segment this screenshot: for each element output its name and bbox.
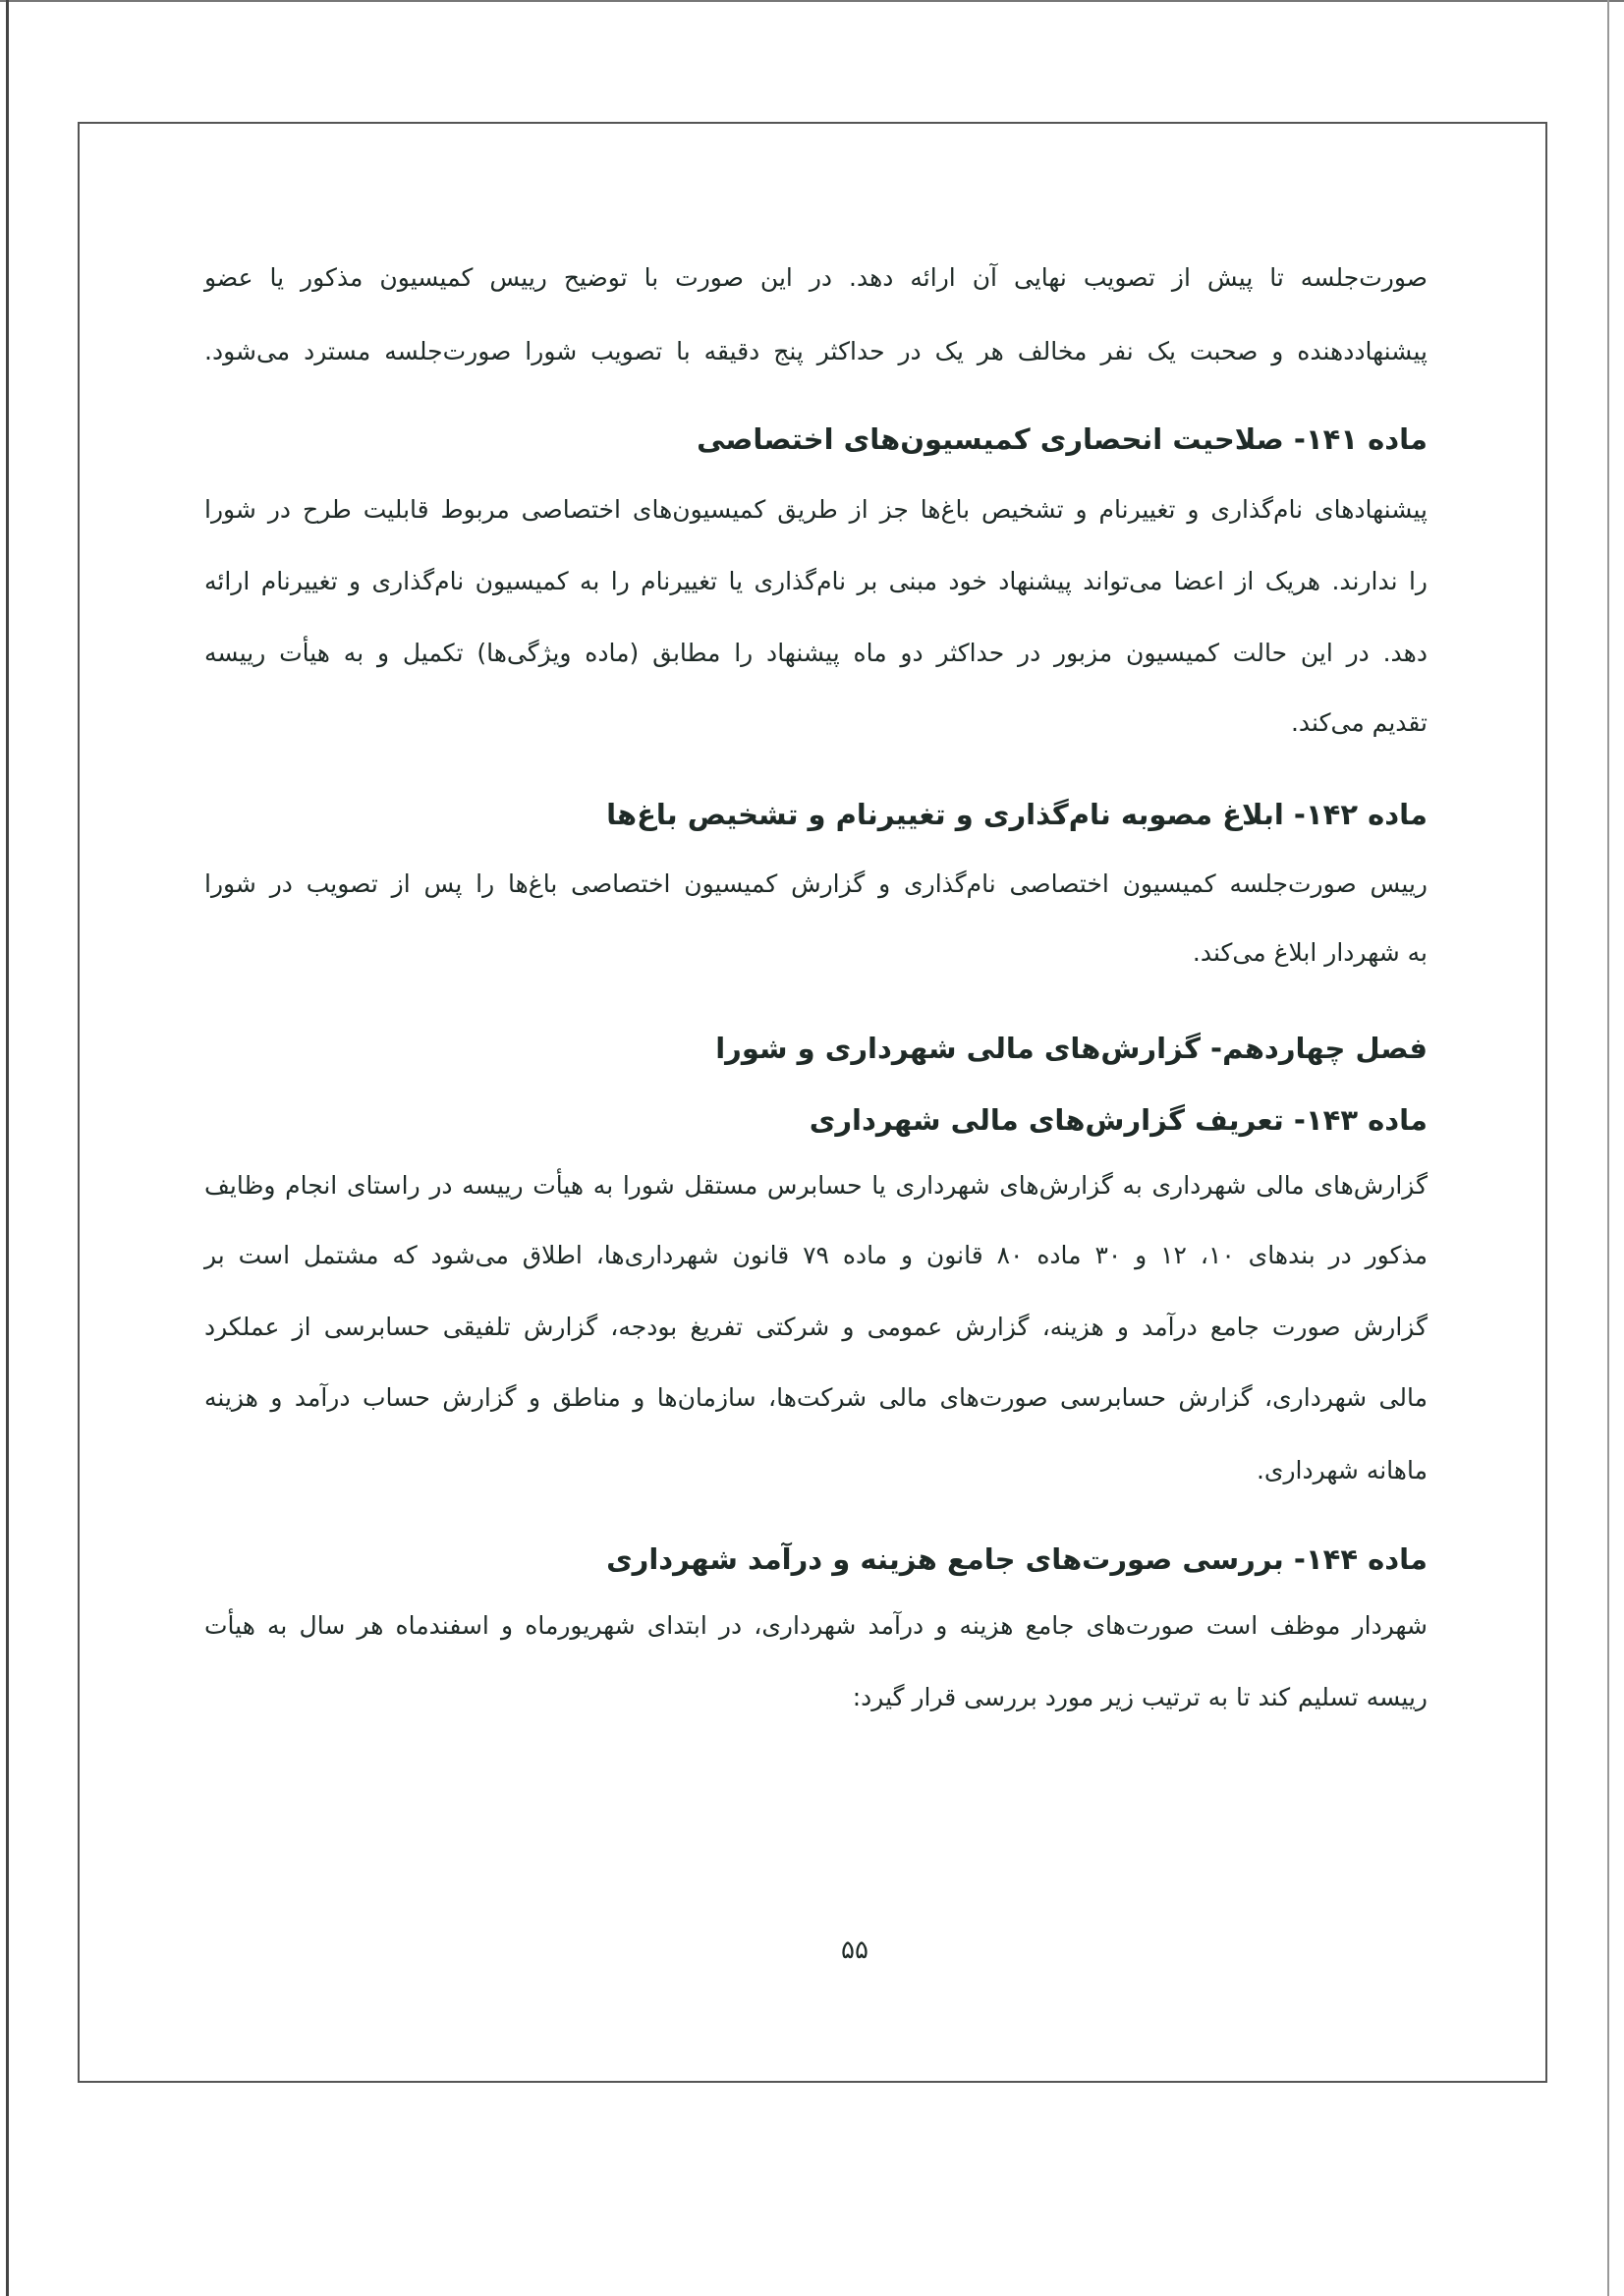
article-141-heading: ماده ۱۴۱- صلاحیت انحصاری کمیسیون‌های اختصاصی xyxy=(697,422,1428,456)
paragraph-line: را ندارند. هریک از اعضا می‌تواند پیشنهاد خود مبنی بر نام‌گذاری یا تغییرنام را به کمیسیون نام‌گذاری و تغییرنام ارائه xyxy=(204,567,1428,595)
paragraph-line: مذکور در بندهای ۱۰، ۱۲ و ۳۰ ماده ۸۰ قانون و ماده ۷۹ قانون شهرداری‌ها، اطلاق می‌شود که مشتمل است بر xyxy=(204,1241,1428,1269)
article-142-heading: ماده ۱۴۲- ابلاغ مصوبه نام‌گذاری و تغییرنام و تشخیص باغ‌ها xyxy=(606,798,1428,831)
scan-edge-top xyxy=(0,0,1624,2)
scan-edge-right xyxy=(1607,0,1609,2296)
paragraph-line: تقدیم می‌کند. xyxy=(1290,708,1428,737)
page-number: ۵۵ xyxy=(841,1935,868,1965)
paragraph-line: شهردار موظف است صورت‌های جامع هزینه و درآمد شهرداری، در ابتدای شهریورماه و اسفندماه هر سال به هیأت xyxy=(204,1611,1428,1640)
paragraph-line: صورت‌جلسه تا پیش از تصویب نهایی آن ارائه دهد. در این صورت با توضیح رییس کمیسیون مذکور یا عضو xyxy=(204,263,1428,292)
paragraph-line: رییس صورت‌جلسه کمیسیون اختصاصی نام‌گذاری و گزارش کمیسیون اختصاصی باغ‌ها را پس از تصویب در شورا xyxy=(204,869,1428,898)
chapter-14-heading: فصل چهاردهم- گزارش‌های مالی شهرداری و شورا xyxy=(715,1032,1428,1065)
scan-edge-left xyxy=(6,0,9,2296)
paragraph-line: گزارش صورت جامع درآمد و هزینه، گزارش عمومی و شرکتی تفریغ بودجه، گزارش تلفیقی حسابرسی از عملکرد xyxy=(204,1313,1428,1341)
paragraph-line: رییسه تسلیم کند تا به ترتیب زیر مورد بررسی قرار گیرد: xyxy=(852,1683,1428,1711)
paragraph-line: مالی شهرداری، گزارش حسابرسی صورت‌های مالی شرکت‌ها، سازمان‌ها و مناطق و گزارش حساب درآمد و هزینه xyxy=(204,1383,1428,1412)
paragraph-line: دهد. در این حالت کمیسیون مزبور در حداکثر دو ماه پیشنهاد را مطابق (ماده ویژگی‌ها) تکمیل و به هیأت رییسه xyxy=(204,639,1428,667)
paragraph-line: گزارش‌های مالی شهرداری به گزارش‌های شهرداری یا حسابرس مستقل شورا به هیأت رییسه در راستای انجام وظایف xyxy=(204,1171,1428,1200)
article-143-heading: ماده ۱۴۳- تعریف گزارش‌های مالی شهرداری xyxy=(809,1103,1428,1137)
paragraph-line: پیشنهاددهنده و صحبت یک نفر مخالف هر یک در حداکثر پنج دقیقه با تصویب شورا صورت‌جلسه مسترد می‌شود. xyxy=(204,337,1428,365)
paragraph-line: ماهانه شهرداری. xyxy=(1256,1456,1428,1484)
paragraph-line: به شهردار ابلاغ می‌کند. xyxy=(1192,938,1428,967)
paragraph-line: پیشنهادهای نام‌گذاری و تغییرنام و تشخیص باغ‌ها جز از طریق کمیسیون‌های اختصاصی مربوط قابلیت طرح در شورا xyxy=(204,495,1428,524)
article-144-heading: ماده ۱۴۴- بررسی صورت‌های جامع هزینه و درآمد شهرداری xyxy=(606,1542,1428,1576)
